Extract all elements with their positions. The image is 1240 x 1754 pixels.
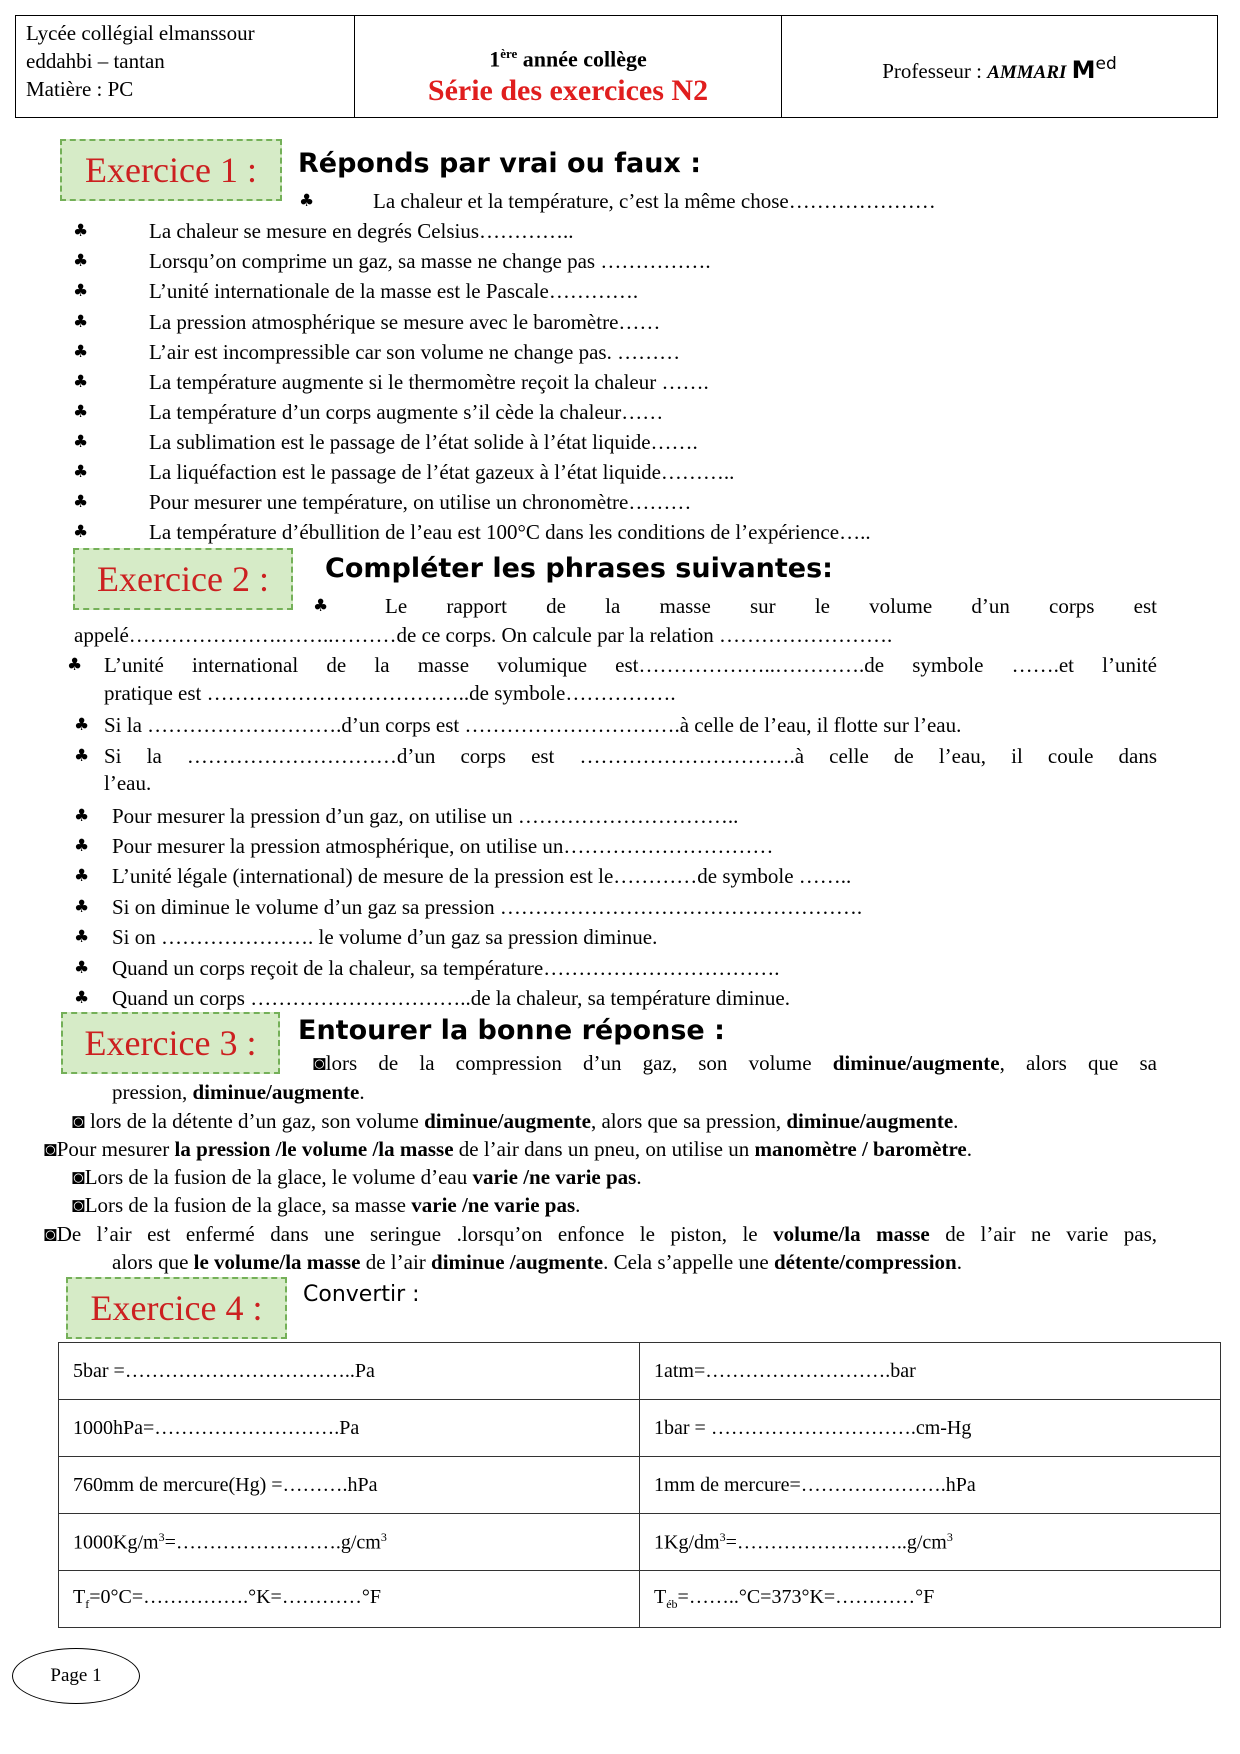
header-teacher-cell: [782, 16, 1217, 117]
club-icon: ♣: [67, 655, 83, 675]
club-icon: ♣: [73, 492, 89, 512]
header-title-cell: [355, 16, 782, 117]
ex1-item: L’unité internationale de la masse est le Pascale………….: [149, 279, 639, 303]
table-cell: $T_{éb}=\dots\dots..^\circ C=373^\circ K=\dots\dots\dots\dots^\circ F$: [640, 1571, 1221, 1628]
table-cell: 1bar = ………………………….cm-Hg: [640, 1400, 1221, 1457]
ex2-item-2-line-1: L’unité international de la masse volumique est………………..………….de symbole …….et l’unité: [104, 653, 1157, 677]
exercise-2-title: Compléter les phrases suivantes:: [325, 553, 833, 584]
ex2-item-1-line-2: appelé………………….……..………de ce corps. On calcule par la relation …………………….: [74, 623, 893, 647]
school-name: Lycée collégial elmanssour: [26, 21, 255, 45]
table-cell: 760mm de mercure(Hg) =……….hPa: [59, 1457, 640, 1514]
ex2-item-3: Si la ……………………….d’un corps est ………………………….à celle de l’eau, il flotte sur l’eau.: [104, 713, 962, 737]
ex3-sentence-1-line-1: ◙lors de la compression d’un gaz, son volume diminue/augmente, alors que sa: [313, 1051, 1157, 1075]
conversion-table: [58, 1342, 1221, 1628]
club-icon: ♣: [73, 402, 89, 422]
series-title: Série des exercices N2: [427, 74, 709, 107]
club-icon: ♣: [74, 806, 90, 826]
ex2-item-1-line-1: Le rapport de la masse sur le volume d’un corps est: [385, 594, 1157, 618]
header-school-cell: [16, 16, 355, 117]
ex2-item-2-line-2: pratique est ………………………………..de symbole…………….: [104, 681, 676, 705]
teacher: Professeur : AMMARI $M^{ed}$: [882, 54, 1117, 84]
club-icon: ♣: [74, 988, 90, 1008]
exercise-4-label: Exercice 4 :: [66, 1277, 287, 1339]
table-cell: $1Kg/dm^3=\dots\dots\dots\dots\dots\dots\dots\dots..g/cm^3$: [640, 1514, 1221, 1571]
ex1-item: La liquéfaction est le passage de l’état gazeux à l’état liquide………..: [149, 460, 735, 484]
ex3-sentence-3: ◙Pour mesurer la pression /le volume /la masse de l’air dans un pneu, on utilise un manomètre / baromètre.: [44, 1137, 973, 1161]
ex1-item: Pour mesurer une température, on utilise un chronomètre………: [149, 490, 692, 514]
club-icon: ♣: [74, 897, 90, 917]
ex3-sentence-5: ◙Lors de la fusion de la glace, sa masse varie /ne varie pas.: [72, 1193, 581, 1217]
club-icon: ♣: [299, 191, 315, 211]
table-row: [59, 1457, 1221, 1514]
ex2-item: Si on diminue le volume d’un gaz sa pression …………………………………………….: [112, 895, 863, 919]
club-icon: ♣: [73, 342, 89, 362]
exercise-3-label: Exercice 3 :: [61, 1012, 280, 1074]
club-icon: ♣: [73, 281, 89, 301]
table-cell: $1000Kg/m^3=\dots\dots\dots\dots\dots\dots\dots\dots.g/cm^3$: [59, 1514, 640, 1571]
ex3-sentence-6-line-1: ◙De l’air est enfermé dans une seringue .lorsqu’on enfonce le piston, le volume/la masse de l’air ne varie pas,: [44, 1222, 1157, 1246]
subject: Matière : PC: [26, 77, 134, 101]
table-row: [59, 1514, 1221, 1571]
ex3-sentence-4: ◙Lors de la fusion de la glace, le volume d’eau varie /ne varie pas.: [72, 1165, 642, 1189]
table-cell: $T_f=0^\circ C=\dots\dots\dots\dots\dots.^\circ K=\dots\dots\dots\dots^\circ F$: [59, 1571, 640, 1628]
club-icon: ♣: [73, 462, 89, 482]
ex1-item: La chaleur se mesure en degrés Celsius…………..: [149, 219, 574, 243]
ex1-item: La température d’ébullition de l’eau est 100°C dans les conditions de l’expérience…..: [149, 520, 871, 544]
club-icon: ♣: [73, 522, 89, 542]
club-icon: ♣: [74, 836, 90, 856]
school-city: eddahbi – tantan: [26, 49, 165, 73]
ex2-item: Si on …………………. le volume d’un gaz sa pression diminue.: [112, 925, 658, 949]
table-cell: 5bar =……………………………..Pa: [59, 1343, 640, 1400]
ex3-sentence-6-line-2: alors que le volume/la masse de l’air diminue /augmente. Cela s’appelle une détente/compression.: [112, 1250, 962, 1274]
ex1-item: L’air est incompressible car son volume ne change pas. ………: [149, 340, 681, 364]
ex1-item: La température d’un corps augmente s’il cède la chaleur……: [149, 400, 664, 424]
school-year: 1ère année collège: [489, 46, 647, 72]
club-icon: ♣: [74, 866, 90, 886]
ex2-item: L’unité légale (international) de mesure de la pression est le…………de symbole ……..: [112, 864, 852, 888]
club-icon: ♣: [74, 746, 90, 766]
exercise-4-title: Convertir :: [303, 1282, 420, 1307]
ex1-item: La température augmente si le thermomètre reçoit la chaleur …….: [149, 370, 709, 394]
table-row: [59, 1571, 1221, 1628]
club-icon: ♣: [73, 312, 89, 332]
table-cell: 1000hPa=……………………….Pa: [59, 1400, 640, 1457]
club-icon: ♣: [313, 596, 329, 616]
exercise-3-title: Entourer la bonne réponse :: [298, 1015, 725, 1046]
ex2-item-4-line-1: Si la …………………………d’un corps est ………………………….à celle de l’eau, il coule dans: [104, 744, 1157, 768]
ex1-item: La chaleur et la température, c’est la même chose…………………: [373, 189, 936, 213]
ex1-item: La pression atmosphérique se mesure avec le baromètre……: [149, 310, 661, 334]
header-table: [15, 15, 1218, 118]
club-icon: ♣: [73, 372, 89, 392]
club-icon: ♣: [73, 221, 89, 241]
club-icon: ♣: [73, 251, 89, 271]
ex1-item: La sublimation est le passage de l’état solide à l’état liquide…….: [149, 430, 698, 454]
table-cell: 1atm=……………………….bar: [640, 1343, 1221, 1400]
club-icon: ♣: [74, 927, 90, 947]
table-row: [59, 1400, 1221, 1457]
ex3-sentence-1-line-2: pression, diminue/augmente.: [112, 1080, 365, 1104]
ex1-item: Lorsqu’on comprime un gaz, sa masse ne change pas …………….: [149, 249, 711, 273]
table-cell: 1mm de mercure=………………….hPa: [640, 1457, 1221, 1514]
exercise-2-label: Exercice 2 :: [73, 548, 293, 610]
club-icon: ♣: [73, 432, 89, 452]
ex2-item: Quand un corps …………………………..de la chaleur, sa température diminue.: [112, 986, 790, 1010]
club-icon: ♣: [74, 958, 90, 978]
ex3-sentence-2: ◙ lors de la détente d’un gaz, son volume diminue/augmente, alors que sa pression, diminue/augmente.: [72, 1109, 959, 1133]
page-number: Page 1: [12, 1648, 140, 1704]
table-row: [59, 1343, 1221, 1400]
ex2-item: Quand un corps reçoit de la chaleur, sa température…………………………….: [112, 956, 780, 980]
ex2-item-4-line-2: l’eau.: [104, 771, 152, 795]
exercise-1-title: Réponds par vrai ou faux :: [298, 148, 702, 179]
ex2-item: Pour mesurer la pression d’un gaz, on utilise un …………………………..: [112, 804, 739, 828]
exercise-1-label: Exercice 1 :: [60, 139, 282, 201]
club-icon: ♣: [74, 715, 90, 735]
ex2-item: Pour mesurer la pression atmosphérique, on utilise un…………………………: [112, 834, 774, 858]
